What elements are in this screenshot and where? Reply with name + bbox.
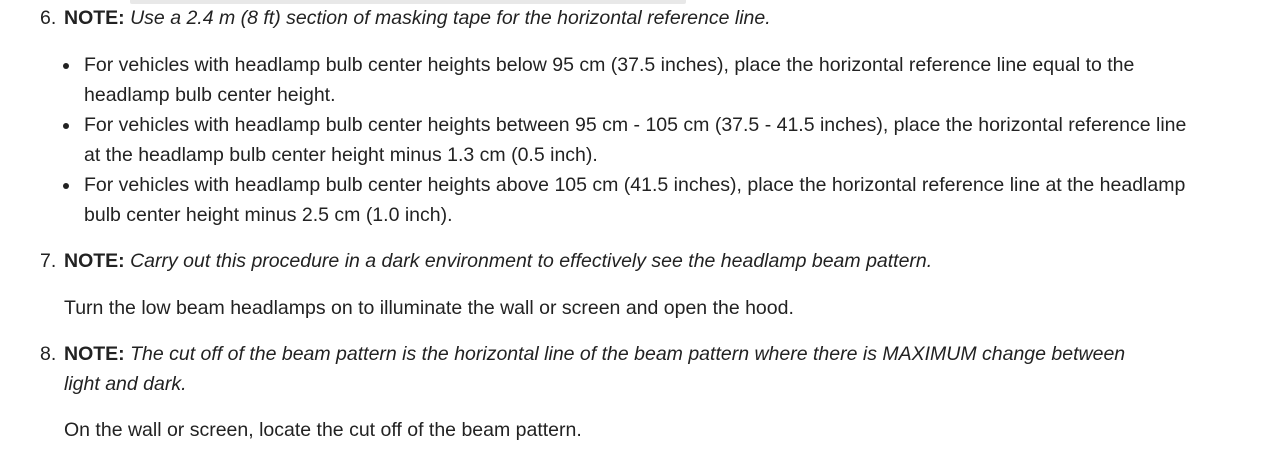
step-number: 7. bbox=[40, 250, 57, 272]
bullet-icon bbox=[63, 123, 69, 129]
bullet-icon bbox=[63, 63, 69, 69]
list-item bbox=[84, 50, 1194, 110]
note-label: NOTE: bbox=[64, 250, 125, 272]
list-item bbox=[84, 170, 1194, 230]
note-text: Use a 2.4 m (8 ft) section of masking tape for the horizontal reference line. bbox=[130, 7, 771, 29]
list-item bbox=[84, 110, 1194, 170]
note-text: The cut off of the beam pattern is the horizontal line of the beam pattern where there is MAXIMUM change between light and dark. bbox=[64, 343, 1126, 395]
step-number: 8. bbox=[40, 343, 57, 365]
list-item-text: For vehicles with headlamp bulb center heights above 105 cm (41.5 inches), place the horizontal reference line at the headlamp bulb center height minus 2.5 cm (1.0 inch). bbox=[84, 174, 1186, 226]
step-note bbox=[64, 3, 1224, 33]
step-note bbox=[64, 339, 1164, 399]
step-note bbox=[64, 246, 1224, 276]
note-text: Carry out this procedure in a dark environment to effectively see the headlamp beam pattern. bbox=[130, 250, 933, 272]
step-instruction: On the wall or screen, locate the cut off of the beam pattern. bbox=[64, 419, 582, 441]
bullet-list bbox=[84, 50, 1194, 230]
step-number: 6. bbox=[40, 7, 57, 29]
bullet-icon bbox=[63, 183, 69, 189]
step-instruction: Turn the low beam headlamps on to illuminate the wall or screen and open the hood. bbox=[64, 297, 794, 319]
note-label: NOTE: bbox=[64, 7, 125, 29]
note-label: NOTE: bbox=[64, 343, 125, 365]
list-item-text: For vehicles with headlamp bulb center heights between 95 cm - 105 cm (37.5 - 41.5 inches), place the horizontal reference line at the headlamp bulb center height minus 1.3 cm (0.5 inch). bbox=[84, 114, 1187, 166]
list-item-text: For vehicles with headlamp bulb center heights below 95 cm (37.5 inches), place the horizontal reference line equal to the headlamp bulb center height. bbox=[84, 54, 1135, 106]
